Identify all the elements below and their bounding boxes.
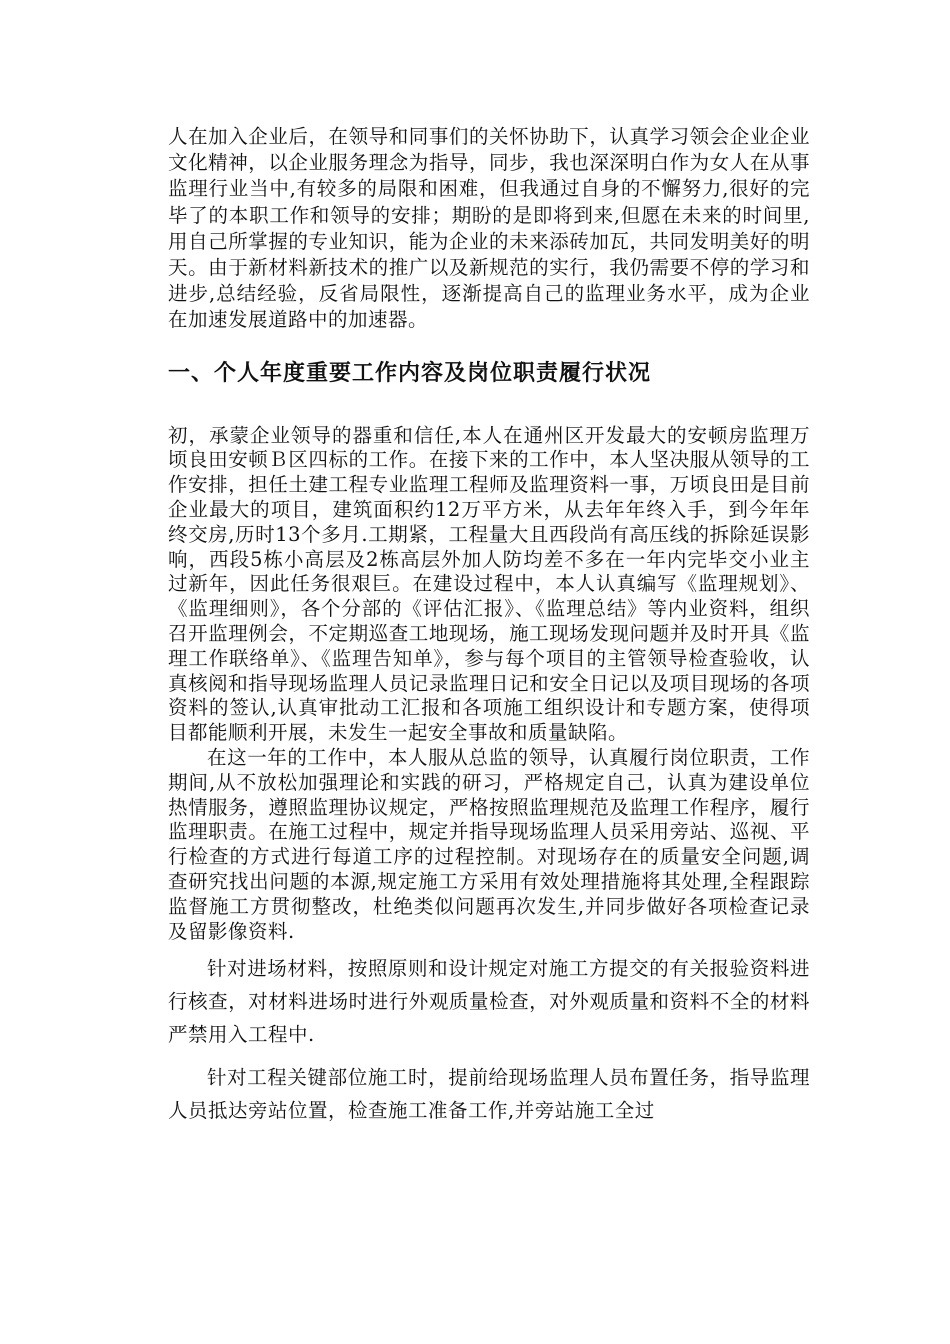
body-paragraph-3: 针对进场材料，按照原则和设计规定对施工方提交的有关报验资料进行核查，对材料进场时进行外观质量检查，对外观质量和资料不全的材料严禁用入工程中. <box>168 957 810 1047</box>
document-page <box>168 124 810 1127</box>
section-heading: 一、个人年度重要工作内容及岗位职责履行状况 <box>168 359 652 386</box>
body-paragraph-4: 针对工程关键部位施工时，提前给现场监理人员布置任务，指导监理人员抵达旁站位置，检查施工准备工作,并旁站施工全过 <box>168 1066 810 1123</box>
intro-paragraph: 人在加入企业后，在领导和同事们的关怀协助下，认真学习领会企业企业文化精神，以企业服务理念为指导，同步，我也深深明白作为女人在从事监理行业当中,有较多的局限和困难，但我通过自身的不懈努力,很好的完毕了的本职工作和领导的安排；期盼的是即将到来,但愿在未来的时间里,用自己所掌握的专业知识，能为企业的未来添砖加瓦，共同发明美好的明天。由于新材料新技术的推广以及新规范的实行，我仍需要不停的学习和进步,总结经验，反省局限性，逐渐提高自己的监理业务水平，成为企业在加速发展道路中的加速器。 <box>168 125 810 332</box>
body-paragraph-1: 初，承蒙企业领导的器重和信任,本人在通州区开发最大的安顿房监理万顷良田安顿Ｂ区四标的工作。在接下来的工作中，本人坚决服从领导的工作安排，担任土建工程专业监理工程师及监理资料一事，万顷良田是目前企业最大的项目，建筑面积约12万平方米，从去年年终入手，到今年年终交房,历时13个多月.工期紧，工程量大且西段尚有高压线的拆除延误影响，西段5栋小高层及2栋高层外加人防均差不多在一年内完毕交小业主过新年，因此任务很艰巨。在建设过程中，本人认真编写《监理规划》、《监理细则》，各个分部的《评估汇报》、《监理总结》等内业资料，组织召开监理例会，不定期巡查工地现场，施工现场发现问题并及时开具《监理工作联络单》、《监理告知单》，参与每个项目的主管领导检查验收，认真核阅和指导现场监理人员记录监理日记和安全日记以及项目现场的各项资料的签认,认真审批动工汇报和各项施工组织设计和专题方案，使得项目都能顺利开展，未发生一起安全事故和质量缺陷。 <box>168 423 810 745</box>
body-paragraph-2: 在这一年的工作中，本人服从总监的领导，认真履行岗位职责，工作期间,从不放松加强理论和实践的研习，严格规定自己，认真为建设单位热情服务，遵照监理协议规定，严格按照监理规范及监理工作程序，履行监理职责。在施工过程中，规定并指导现场监理人员采用旁站、巡视、平行检查的方式进行每道工序的过程控制。对现场存在的质量安全问题,调查研究找出问题的本源,规定施工方采用有效处理措施将其处理,全程跟踪监督施工方贯彻整改，杜绝类似问题再次发生,并同步做好各项检查记录及留影像资料. <box>168 745 810 943</box>
